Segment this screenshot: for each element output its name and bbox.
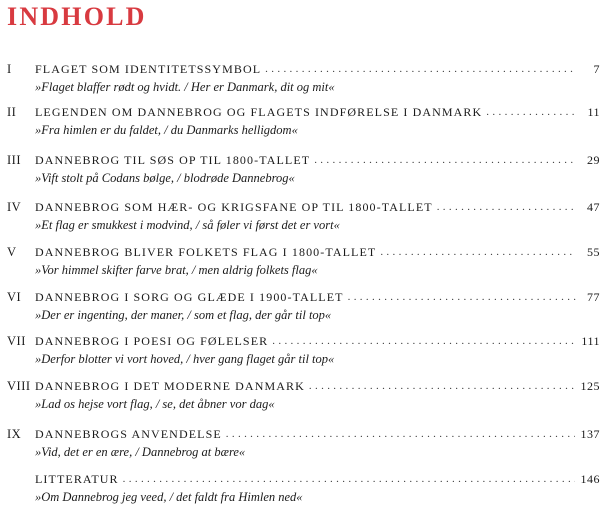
dot-leader — [486, 103, 576, 121]
page-number[interactable]: 29 — [587, 153, 600, 167]
dot-leader — [272, 332, 575, 350]
page-number[interactable]: 7 — [593, 62, 600, 76]
dot-leader — [437, 198, 576, 216]
chapter-quote: »Vift stolt på Codans bølge, / blodrøde Dannebrog« — [35, 171, 295, 185]
chapter-numeral: V — [7, 245, 17, 259]
chapter-heading[interactable]: DANNEBROG I SORG OG GLÆDE I 1900-TALLET — [35, 290, 344, 304]
dot-leader — [265, 60, 576, 78]
chapter-numeral: VII — [7, 334, 26, 348]
chapter-heading[interactable]: DANNEBROG TIL SØS OP TIL 1800-TALLET — [35, 153, 311, 167]
chapter-quote: »Der er ingenting, der maner, / som et flag, der går til top« — [35, 308, 332, 322]
chapter-numeral: IV — [7, 200, 22, 214]
chapter-quote: »Et flag er smukkest i modvind, / så føler vi først det er vort« — [35, 218, 340, 232]
page-number[interactable]: 77 — [587, 290, 600, 304]
chapter-quote: »Om Dannebrog jeg veed, / det faldt fra Himlen ned« — [35, 490, 303, 504]
chapter-quote: »Derfor blotter vi vort hoved, / hver gang flaget går til top« — [35, 352, 335, 366]
page-number[interactable]: 55 — [587, 245, 600, 259]
chapter-quote: »Lad os hejse vort flag, / se, det åbner vor dag« — [35, 397, 275, 411]
chapter-numeral: I — [7, 62, 12, 76]
dot-leader — [314, 151, 576, 169]
chapter-heading[interactable]: FLAGET SOM IDENTITETSSYMBOL — [35, 62, 262, 76]
dot-leader — [348, 288, 576, 306]
chapter-heading[interactable]: DANNEBROG I POESI OG FØLELSER — [35, 334, 269, 348]
chapter-heading[interactable]: DANNEBROG SOM HÆR- OG KRIGSFANE OP TIL 1800-TALLET — [35, 200, 433, 214]
page-number[interactable]: 137 — [580, 427, 600, 441]
dot-leader — [123, 470, 575, 488]
page-number[interactable]: 11 — [587, 105, 600, 119]
chapter-heading[interactable]: LEGENDEN OM DANNEBROG OG FLAGETS INDFØRELSE I DANMARK — [35, 105, 483, 119]
chapter-quote: »Flaget blaffer rødt og hvidt. / Her er Danmark, dit og mit« — [35, 80, 335, 94]
page-number[interactable]: 125 — [580, 379, 600, 393]
chapter-heading[interactable]: DANNEBROG I DET MODERNE DANMARK — [35, 379, 305, 393]
page-number[interactable]: 47 — [587, 200, 600, 214]
chapter-numeral: VIII — [7, 379, 31, 393]
chapter-quote: »Fra himlen er du faldet, / du Danmarks helligdom« — [35, 123, 298, 137]
chapter-heading[interactable]: LITTERATUR — [35, 472, 119, 486]
dot-leader — [309, 377, 575, 395]
dot-leader — [226, 425, 575, 443]
page-number[interactable]: 146 — [580, 472, 600, 486]
page-number[interactable]: 111 — [581, 334, 600, 348]
dot-leader — [380, 243, 576, 261]
chapter-quote: »Vor himmel skifter farve brat, / men aldrig folkets flag« — [35, 263, 318, 277]
chapter-heading[interactable]: DANNEBROGS ANVENDELSE — [35, 427, 222, 441]
chapter-quote: »Vid, det er en ære, / Dannebrog at bære« — [35, 445, 246, 459]
chapter-heading[interactable]: DANNEBROG BLIVER FOLKETS FLAG I 1800-TALLET — [35, 245, 377, 259]
chapter-numeral: IX — [7, 427, 22, 441]
chapter-numeral: III — [7, 153, 21, 167]
chapter-numeral: VI — [7, 290, 22, 304]
page-title: INDHOLD — [7, 2, 147, 31]
chapter-numeral: II — [7, 105, 17, 119]
